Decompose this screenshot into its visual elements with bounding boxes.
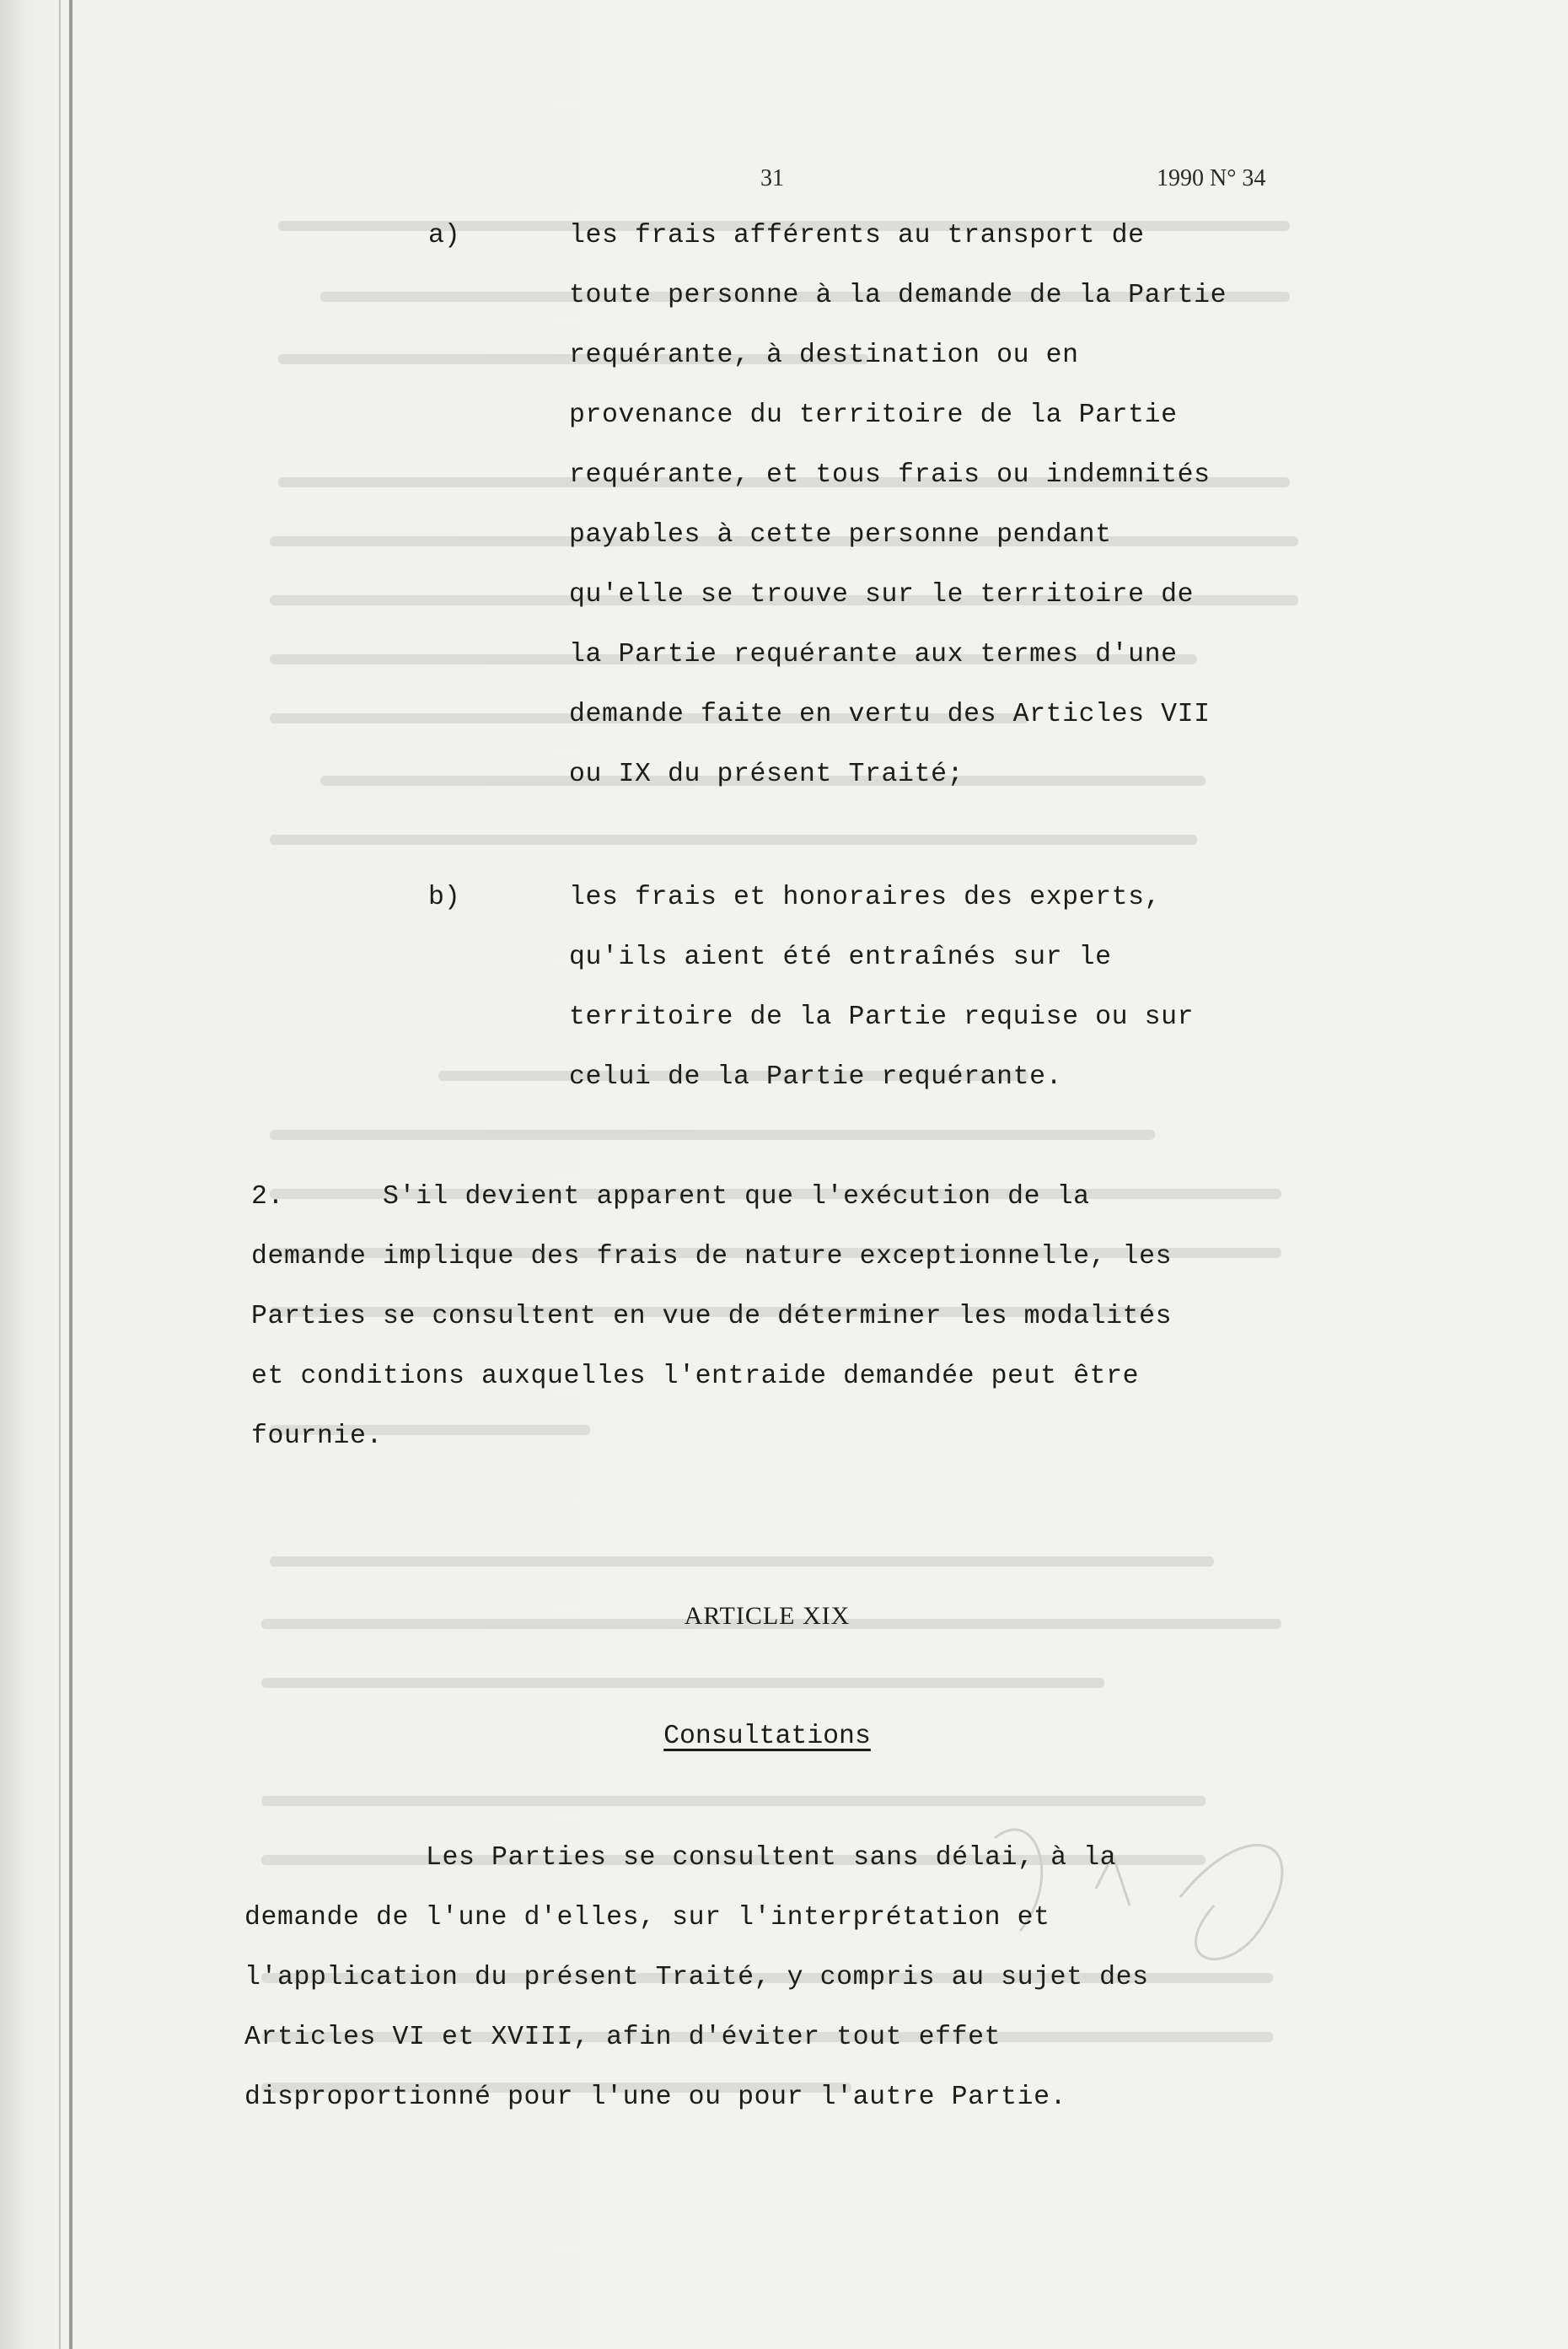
item-b-line: les frais et honoraires des experts, (569, 883, 1162, 912)
item-a-line: toute personne à la demande de la Partie (569, 281, 1227, 310)
item-a-line: qu'elle se trouve sur le territoire de (569, 580, 1195, 610)
item-b-line: qu'ils aient été entraînés sur le (569, 943, 1112, 972)
item-a-line: demande faite en vertu des Articles VII (569, 700, 1211, 729)
page-number: 31 (760, 165, 784, 191)
paragraph-line: 2. S'il devient apparent que l'exécution de la (251, 1182, 1090, 1212)
item-a-line: ou IX du présent Traité; (569, 760, 964, 789)
paragraph-line: fournie. (251, 1422, 384, 1451)
article-subheading-text: Consultations (663, 1722, 871, 1751)
item-a-line: la Partie requérante aux termes d'une (569, 640, 1178, 669)
article-heading: ARTICLE XIX (684, 1602, 851, 1630)
paragraph-line: Parties se consultent en vue de déterminer les modalités (251, 1302, 1173, 1331)
article-subheading (0, 1722, 1534, 1751)
item-a-line: payables à cette personne pendant (569, 520, 1112, 550)
item-b-label: b) (428, 883, 460, 912)
item-a-line: les frais afférents au transport de (569, 221, 1145, 250)
document-series: 1990 N° 34 (1157, 165, 1266, 191)
item-b-line: celui de la Partie requérante. (569, 1062, 1063, 1092)
article-line: disproportionné pour l'une ou pour l'autre Partie. (244, 2083, 1067, 2112)
item-a-line: provenance du territoire de la Partie (569, 400, 1178, 430)
article-line: l'application du présent Traité, y compris au sujet des (244, 1963, 1149, 1992)
article-line: demande de l'une d'elles, sur l'interprétation et (244, 1903, 1050, 1932)
item-b-line: territoire de la Partie requise ou sur (569, 1002, 1195, 1032)
paragraph-line: demande implique des frais de nature exceptionnelle, les (251, 1242, 1173, 1271)
article-line: Articles VI et XVIII, afin d'éviter tout effet (244, 2023, 1001, 2052)
article-line: Les Parties se consultent sans délai, à la (426, 1843, 1117, 1873)
item-a-line: requérante, à destination ou en (569, 341, 1079, 370)
paragraph-line: et conditions auxquelles l'entraide demandée peut être (251, 1362, 1140, 1391)
item-a-label: a) (428, 221, 460, 250)
item-a-line: requérante, et tous frais ou indemnités (569, 460, 1211, 490)
